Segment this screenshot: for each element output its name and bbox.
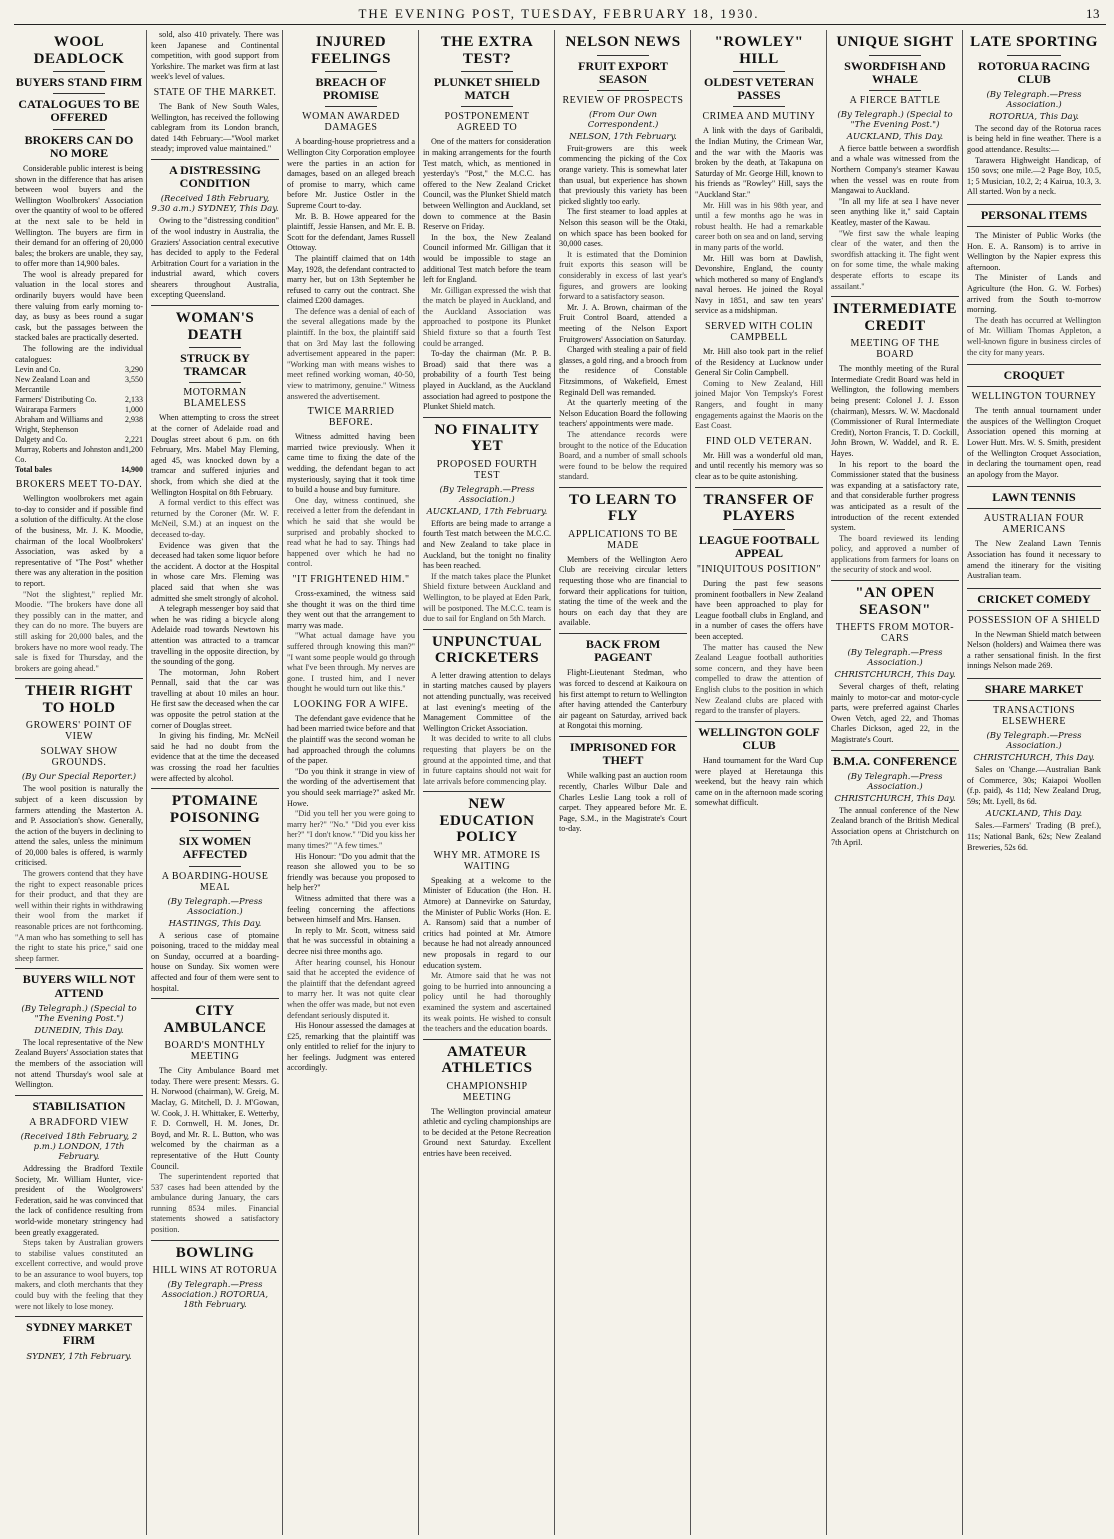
rule <box>423 1039 551 1040</box>
subheadline: GROWERS' POINT OF VIEW <box>25 720 133 743</box>
rule <box>733 106 784 107</box>
headline: LATE SPORTING <box>970 34 1098 50</box>
column-separator <box>554 30 555 1535</box>
article-paragraph: In the box, the New Zealand Council informed Mr. Gilligan that it would be impossible to stage an additional Test match before the team left for England. <box>423 232 551 285</box>
article-paragraph: The board reviewed its lending policy, and approved a number of applications from farmers for loans on the security of stock and wool. <box>831 533 959 575</box>
column-6 <box>692 30 826 1535</box>
article-paragraph: A formal verdict to this effect was returned by the Coroner (Mr. W. F. McNeil, S.M.) at an inquest on the deceased to-day. <box>151 498 279 539</box>
article-paragraph: To-day the chairman (Mr. P. B. Broad) said that there was a probability of a fourth Test being played in Auckland, as the Auckland association had agreed to postpone the Plunket Shield match. <box>423 349 551 412</box>
article-paragraph: The Bank of New South Wales, Wellington, has received the following cablegram from its London branch, dated 14th February:—"Wool market steady; improved value maintained." <box>151 101 279 154</box>
subheadline: POSSESSION OF A SHIELD <box>968 614 1100 626</box>
rule <box>597 55 648 56</box>
table-row-total: Total bales 14,900 <box>15 465 143 475</box>
dateline: HASTINGS, This Day. <box>168 918 262 929</box>
article-paragraph: The wool is already prepared for valuation in the local stores and ordinarily buyers would have been there valuing from early morning to-day, as busy as bees round a sugar cask, but the passages between the stacked bales are practically deserted. <box>15 269 143 343</box>
dateline: (By Telegraph.—Press Association.) ROTORUA, 18th February. <box>161 1280 269 1311</box>
article-paragraph: When attempting to cross the street at the corner of Adelaide road and Douglas street about 6 p.m. on 6th February, Mrs. Mabel May Fleming, aged 45, was knocked down by a tramcar and suffered injuries and shock, from which she died at the Wellington Hospital on 8th February. <box>151 413 279 497</box>
column-separator <box>282 30 283 1535</box>
column-8 <box>964 30 1104 1535</box>
subheadline: HILL WINS AT ROTORUA <box>152 1265 278 1277</box>
section-heading: STATE OF THE MARKET. <box>153 86 277 98</box>
article-paragraph: The Minister of Public Works (the Hon. E. A. Ransom) is to arrive in Wellington by the Napier express this afternoon. <box>967 231 1101 272</box>
section-heading: LOOKING FOR A WIFE. <box>293 698 409 710</box>
article-paragraph: The death has occurred at Wellington of Mr. William Thomas Appleton, a well-known figure in business circles of the city for many years. <box>967 315 1101 357</box>
column-separator <box>826 30 827 1535</box>
headline: "ROWLEY" HILL <box>714 34 804 67</box>
article-paragraph: Several charges of theft, relating mainly to motor-car and motor-cycle parts, were preferred against Charles Owen Vetch, aged 22, and Thomas Charles Dickson, aged 22, in the Magistrate's Court. <box>831 682 959 745</box>
rule <box>15 1316 143 1317</box>
article-paragraph: One of the matters for consideration in making arrangements for the fourth Test match, which, as mentioned in yesterday's "Post," the M.C.C. has offered to the New Zealand Cricket Council, was the Plunket Shield match between Wellington and Auckland, set down to commence at the Basin Reserve on Friday. <box>423 137 551 232</box>
subheadline: STRUCK BY TRAMCAR <box>180 351 250 379</box>
subheadline: LEAGUE FOOTBALL APPEAL <box>698 532 820 560</box>
headline: INTERMEDIATE CREDIT <box>832 301 958 334</box>
article-paragraph: One day, witness continued, she received a letter from the defendant in which he said that she would be surprised and probably shocked to read what he had to say. Things had happened over which he had no control. <box>287 495 415 569</box>
headline: "AN OPEN SEASON" <box>855 585 935 618</box>
article-paragraph: The following are the individual catalogues: <box>15 344 143 364</box>
headline: THE EXTRA TEST? <box>440 34 534 67</box>
byline: (By Telegraph.—Press Association.) <box>847 771 943 792</box>
dateline: CHRISTCHURCH, This Day. <box>834 670 956 681</box>
column-1 <box>12 30 146 1535</box>
section-heading: SERVED WITH COLIN CAMPBELL <box>704 321 814 344</box>
article-paragraph: Evidence was given that the deceased had taken some liquor before the accident. A doctor at the Hospital in whose care Mrs. Fleming was placed said that when she was admitted she smelt strongly of alcohol. <box>151 540 279 603</box>
table-row: Murray, Roberts and Johnston and Co. 1,200 <box>15 445 143 465</box>
rule <box>1007 55 1061 56</box>
article-paragraph: The superintendent reported that 537 cases had been attended by the ambulance during January, the cars running 8534 miles. Financial statements showed a satisfactory position. <box>151 1172 279 1235</box>
headline: TO LEARN TO FLY <box>568 491 678 525</box>
article-paragraph: "In all my life at sea I have never seen anything like it," said Captain Keatley, master of the Kawau. <box>831 196 959 228</box>
subheadline: FRUIT EXPORT SEASON <box>578 58 668 86</box>
byline: (By Telegraph.—Press Association.) <box>986 731 1082 752</box>
article-paragraph: In his report to the board the Commissioner stated that the business was expanding at a satisfactory rate, and that considerable further progress was anticipated as a result of the introduction of the recent extended system. <box>831 459 959 533</box>
subheadline: OLDEST VETERAN PASSES <box>704 75 814 103</box>
section-heading: "IT FRIGHTENED HIM." <box>292 573 410 585</box>
rule <box>53 129 104 130</box>
column-separator <box>690 30 691 1535</box>
rule <box>15 968 143 969</box>
subheadline: A BOARDING-HOUSE MEAL <box>161 870 269 893</box>
rule <box>831 750 959 751</box>
dateline: (Received 18th February, 9.30 a.m.) SYDNEY, This Day. <box>151 194 279 215</box>
rule <box>151 159 279 160</box>
article-paragraph: Hand tournament for the Ward Cup were played at Heretaunga this weekend, but the heavy rain which came on in the afternoon made scoring somewhat difficult. <box>695 756 823 808</box>
dateline: SYDNEY, 17th February. <box>26 1351 132 1362</box>
article-paragraph: His Honour assessed the damages at £25, remarking that the plaintiff was only entitled to relief for the injury to her feelings. Judgment was entered accordingly. <box>287 1021 415 1073</box>
article-paragraph: Mr. Hill was born at Dawlish, Devonshire, England, the county which mothered so many of England's naval heroes. He joined the Royal Navy in 1851, and saw ten years' service as a midshipman. <box>695 253 823 316</box>
dateline: ROTORUA, This Day. <box>988 111 1080 122</box>
section-box-heading: PERSONAL ITEMS <box>967 204 1101 227</box>
subheadline: "INIQUITOUS POSITION" <box>696 563 822 575</box>
column-separator <box>418 30 419 1535</box>
article-paragraph: Mr. Hill was a wonderful old man, and until recently his memory was so clear as to be quite astonishing. <box>695 450 823 481</box>
article-paragraph: The defence was a denial of each of the several allegations made by the plaintiff. In the box, the plaintiff said that on 3rd May last the following advertisement appeared in the paper: "Working man with means wishes to meet refined working woman, 40-50, view to matrimony, genuine." Witness answered the advertisement. <box>287 306 415 401</box>
subheadline: WELLINGTON TOURNEY <box>971 391 1097 403</box>
article-paragraph: Mr. Gilligan expressed the wish that the match be played in Auckland, and the Auckland Association was approached to postpone its Plunket Shield fixture so that a fourth Test could be arranged. <box>423 285 551 348</box>
section-box-heading: CROQUET <box>967 364 1101 387</box>
headline: TRANSFER OF PLAYERS <box>703 491 815 525</box>
subheadline: APPLICATIONS TO BE MADE <box>568 528 678 551</box>
column-4 <box>420 30 554 1535</box>
article-paragraph: The growers contend that they have the right to expect reasonable prices for their product, and that they are well within their rights in withdrawing their wool from the market if reasonable prices are not forthcoming. "A man who has something to sell has the right to state his price," said one sheep farmer. <box>15 869 143 963</box>
byline: (From Our Own Correspondent.) <box>587 109 659 130</box>
column-5 <box>556 30 690 1535</box>
byline: (By Telegraph.—Press Association.) <box>986 89 1082 110</box>
table-row: Farmers' Distributing Co. 2,133 <box>15 395 143 405</box>
rule <box>597 90 648 91</box>
dateline: AUCKLAND, This Day. <box>985 809 1083 820</box>
rule <box>695 721 823 722</box>
article-paragraph: Owing to the "distressing condition" of the wool industry in Australia, the Graziers' Association central executive has decided to apply to the Federal Arbitration Court for a variation in the industrial award, which covers shearers throughout Australia, excepting Queensland. <box>151 216 279 300</box>
headline: WOMAN'S DEATH <box>175 310 255 343</box>
article-paragraph: A letter drawing attention to delays in starting matches caused by players not attending punctually, was received at last evening's meeting of the Management Committee of the Wellington Cricket Association. <box>423 670 551 733</box>
subheadline: TRANSACTIONS ELSEWHERE <box>992 705 1076 728</box>
subheadline: A FIERCE BATTLE <box>849 94 941 106</box>
subheadline: A BRADFORD VIEW <box>29 1116 129 1128</box>
masthead-rule <box>14 24 1106 25</box>
rule <box>189 830 240 831</box>
headline: NELSON NEWS <box>565 34 681 50</box>
rule <box>559 736 687 737</box>
subheadline: SWORDFISH AND WHALE <box>844 58 946 86</box>
article-paragraph: Witness admitted having been married twice previously. When it came time to fixing the date of the wedding, the defendant began to act mysteriously, saying that it took time to build a house and buy furniture. <box>287 432 415 495</box>
section-heading: FIND OLD VETERAN. <box>705 435 813 447</box>
article-paragraph: The Minister of Lands and Agriculture (the Hon. G. W. Forbes) arrived from the South to-morrow morning. <box>967 273 1101 315</box>
subheadline: MOTORMAN BLAMELESS <box>183 387 247 410</box>
rule <box>733 71 784 72</box>
article-paragraph: Flight-Lieutenant Stedman, who was forced to descend at Kaikoura on his first attempt to return to Wellington after having attended the Canterbury air pageant on Saturday, arrived back at Rongotai this morning. <box>559 668 687 731</box>
rule <box>189 347 240 348</box>
dateline: CHRISTCHURCH, This Day. <box>834 793 956 804</box>
rule <box>831 296 959 297</box>
article-paragraph: In giving his finding, Mr. McNeil said he had no doubt from the evidence that at the time the deceased was crossing the road her faculties were affected by alcohol. <box>151 731 279 783</box>
article-paragraph: Mr. Atmore said that he was not going to be hurried into announcing a policy until he had thoroughly examined the system and ascertained its weak points. He wished to consult the teachers and the education boards. <box>423 971 551 1034</box>
rule <box>15 678 143 679</box>
article-paragraph: If the match takes place the Plunket Shield fixture between Auckland and Wellington, to be played at Eden Park, will be postponed. The M.C.C. team is due to sail for England on 5th March. <box>423 571 551 624</box>
article-paragraph: During the past few seasons prominent footballers in New Zealand have been approached to play for League football clubs in England, and in a number of cases the offers have been accepted. <box>695 578 823 641</box>
article-paragraph: The motorman, John Robert Pennall, said that the car was travelling at about 10 miles an hour. He first saw the deceased when the car was opposite the petrol station at the corner of Douglas street. <box>151 667 279 730</box>
article-paragraph: The local representative of the New Zealand Buyers' Association states that the members of the association will not attend Thursday's wool sale at Wellington. <box>15 1037 143 1090</box>
headline: THEIR RIGHT TO HOLD <box>25 683 133 716</box>
article-paragraph: Sales on 'Change.—Australian Bank of Commerce, 30s; Kaiapoi Woollen (f.p. paid), 4s 11d; New Zealand Drug, 59s; Mt. Lyell, 8s 6d. <box>967 765 1101 806</box>
article-paragraph: Mr. Hill also took part in the relief of the Residency at Lucknow under General Sir Colin Campbell. <box>695 347 823 378</box>
article-paragraph: Wellington woolbrokers met again to-day to consider and if possible find a solution of the difficulty. At the close of the business, Mr. J. K. Moodie, chairman of the local Woolbrokers' Association, was asked by a representative of "The Post" whether there was any alteration in the position to report. <box>15 494 143 588</box>
rule <box>189 866 240 867</box>
article-paragraph: Coming to New Zealand, Hill joined Major Von Tempsky's Forest Rangers, and fought in many engagements against the Maoris on the East Coast. <box>695 378 823 431</box>
subheadline: PLUNKET SHIELD MATCH <box>433 75 541 103</box>
subheadline: CATALOGUES TO BE OFFERED <box>18 97 140 125</box>
rule <box>461 71 512 72</box>
article-paragraph: Speaking at a welcome to the Minister of Education (the Hon. H. Atmore) at Dannevirke on Saturday, the Minister of Public Works (Hon. E. A. Ransom) said that a number of critics had pointed at Mr. Atmore because he had not already announced new proposals in regard to our education system. <box>423 875 551 970</box>
subheadline: WHY MR. ATMORE IS WAITING <box>433 849 541 872</box>
byline: (By Telegraph.—Press Association.) <box>847 648 943 669</box>
section-heading: TWICE MARRIED BEFORE. <box>307 406 395 429</box>
rule <box>325 106 376 107</box>
article-paragraph: In the Newman Shield match between Nelson (holders) and Waimea there was a rather sensational finish. In the first innings Nelson made 269. <box>967 629 1101 671</box>
article-paragraph: Tarawera Highweight Handicap, of 150 sovs; one mile.—2 Page Boy, 10.5, 1; 5 Musician, 10.2, 2; 4 Kairua, 10.3, 3. All started. Won by a neck. <box>967 155 1101 197</box>
subheadline: SIX WOMEN AFFECTED <box>178 834 252 862</box>
rule <box>423 417 551 418</box>
article-paragraph: "Do you think it strange in view of the wording of the advertisement that you should seek marriage?" asked Mr. Howe. <box>287 766 415 808</box>
article-paragraph: The annual conference of the New Zealand branch of the British Medical Association opens at Christchurch on 7th April. <box>831 805 959 847</box>
headline: AMATEUR ATHLETICS <box>441 1043 533 1077</box>
headline: SYDNEY MARKET FIRM <box>26 1320 132 1348</box>
article-paragraph: The City Ambulance Board met today. There were present: Messrs. G. H. Norwood (chairman), W. Greig, M. Maclay, G. Mitchell, D. J. M'Gowan, W. Cook, J. H. Whittaker, E. Wetterby, F. D. Cornwell, H. M. Jones, Dr. Boyd, and Mr. R. L. Button, who was welcomed by the chairman as a representative of the Hutt County Council. <box>151 1066 279 1171</box>
dateline: (Received 18th February, 2 p.m.) LONDON, 17th February. <box>20 1131 138 1162</box>
table-row: Levin and Co. 3,290 <box>15 365 143 375</box>
dateline: DUNEDIN, This Day. <box>34 1025 124 1036</box>
rule <box>869 55 920 56</box>
rule <box>831 580 959 581</box>
article-paragraph: "Did you tell her you were going to marry her?" "No." "Did you ever kiss her?" "I don't know." "Did you kiss her many times?" "A few times." <box>287 809 416 850</box>
dateline: NELSON, 17th February. <box>569 131 677 142</box>
article-paragraph: Witness admitted that there was a feeling concerning the affections between himself and Mrs. Hansen. <box>287 893 415 925</box>
catalogue-table <box>15 365 143 475</box>
subheadline: MEETING OF THE BOARD <box>850 338 940 361</box>
article-paragraph: His Honour: "Do you admit that the reason she allowed you to be so friendly was because you proposed to help her?" <box>287 851 415 893</box>
rule <box>423 629 551 630</box>
table-row: Abraham and Williams and Wright, Stephenson 2,938 <box>15 415 143 435</box>
byline: (By Our Special Reporter.) <box>21 772 137 783</box>
column-3 <box>284 30 418 1535</box>
headline: PTOMAINE POISONING <box>169 793 261 826</box>
byline: (By Telegraph.—Press Association.) <box>439 484 535 505</box>
subheadline: BREACH OF PROMISE <box>315 75 387 103</box>
article-paragraph: Sales.—Farmers' Trading (B pref.), 11s; National Bank, 62s; New Zealand Breweries, 52s 6d. <box>967 821 1101 852</box>
article-paragraph: Mr. J. A. Brown, chairman of the Fruit Control Board, attended a meeting of the Nelson Export Fruitgrowers' Association on Saturday. <box>559 302 687 344</box>
subheadline: AUSTRALIAN FOUR AMERICANS <box>983 513 1085 536</box>
rule <box>695 487 823 488</box>
article-paragraph: Cross-examined, the witness said she thought it was on the third time they went out that the arrangement to marry was made. <box>287 588 415 630</box>
table-row: Wairarapa Farmers 1,000 <box>15 405 143 415</box>
subheadline: THEFTS FROM MOTOR-CARS <box>835 622 955 645</box>
article-paragraph: Mr. B. B. Howe appeared for the plaintiff, Jessie Hansen, and Mr. E. B. Scott for the defendant, James Russell Ottoway. <box>287 211 415 253</box>
byline: (By Telegraph.—Press Association.) <box>167 896 263 917</box>
column-separator <box>962 30 963 1535</box>
rule <box>15 1095 143 1096</box>
headline: BUYERS WILL NOT ATTEND <box>22 972 136 1000</box>
column-separator <box>146 30 147 1535</box>
article-paragraph: After hearing counsel, his Honour said that he accepted the evidence of the plaintiff that the defendant agreed to marry her. It was not quite clear when the offer was made, but not even defendant seriously disputed it. <box>287 957 415 1020</box>
article-paragraph: Efforts are being made to arrange a fourth Test match between the M.C.C. and New Zealand to take place in Auckland, but the tonight no finality has been reached. <box>423 518 551 571</box>
headline: A DISTRESSING CONDITION <box>169 162 261 191</box>
article-paragraph: The monthly meeting of the Rural Intermediate Credit Board was held in Wellington, the following members being present: Colonel J. J. Esson (chairman), Messrs. W. W. Macdonald (Commissioner of Rural Intermediate Credit), Norton Francis, T. D. Cockill, John Brown, W. Waddel, and R. E. Hayes. <box>831 364 959 458</box>
table-row: New Zealand Loan and Mercantile 3,550 <box>15 375 143 395</box>
section-heading: BROKERS MEET TO-DAY. <box>15 479 143 491</box>
rule <box>189 382 240 383</box>
article-paragraph: The Wellington provincial amateur athletic and cycling championships are to be decided at the Petone Recreation Ground next Saturday. Excellent entries have been received. <box>423 1106 551 1159</box>
subheadline: REVIEW OF PROSPECTS <box>562 94 684 106</box>
rule <box>559 487 687 488</box>
subheadline: BROKERS CAN DO NO MORE <box>24 132 134 160</box>
article-paragraph: At the quarterly meeting of the Nelson Education Board the following teachers' appointments were made. <box>559 398 687 429</box>
article-paragraph: A link with the days of Garibaldi, the Indian Mutiny, the Crimean War, and the war with the Maoris was broken by the death, at Takapuna on Saturday of Mr. George Hill, known to his friends as "Rowley" Hill, says the "Auckland Star." <box>695 126 823 199</box>
article-paragraph: The plaintiff claimed that on 14th May, 1928, the defendant contracted to marry her, but on 13th September he refused to carry out the contract. She claimed £200 damages. <box>287 253 415 306</box>
rule <box>53 71 104 72</box>
article-paragraph: In reply to Mr. Scott, witness said that he was successful in obtaining a decree nisi three months ago. <box>287 925 415 956</box>
rule <box>733 529 784 530</box>
rule <box>53 93 104 94</box>
section-box-heading: SHARE MARKET <box>967 678 1101 701</box>
rule <box>559 633 687 634</box>
article-paragraph: The New Zealand Lawn Tennis Association has found it necessary to amend the itinerary for the visiting Australian team. <box>967 539 1101 581</box>
column-7 <box>828 30 962 1535</box>
headline: WOOL DEADLOCK <box>33 34 125 67</box>
article-paragraph: The tenth annual tournament under the auspices of the Wellington Croquet Association opened this morning at Lower Hutt. Mrs. W. S. Smith, president of the Wellington Croquet Association, in declaring the tournament open, read an apology from the Mayor. <box>967 406 1101 479</box>
headline: BACK FROM PAGEANT <box>585 637 661 665</box>
masthead <box>14 6 1104 26</box>
subheadline: ROTORUA RACING CLUB <box>977 58 1091 86</box>
article-paragraph: It is estimated that the Dominion fruit exports this season will be considerably in excess of last year's figures, and growers are looking forward to a satisfactory season. <box>559 249 687 302</box>
subheadline: CHAMPIONSHIP MEETING <box>446 1080 528 1103</box>
byline: (By Telegraph.) (Special to "The Evening Post.") <box>21 1003 137 1024</box>
headline: WELLINGTON GOLF CLUB <box>698 724 820 752</box>
rule <box>151 305 279 306</box>
article-paragraph: A serious case of ptomaine poisoning, traced to the midday meal on Sunday, occurred at a boarding-house on Sunday. Six women were affected and four of them were sent to hospital. <box>151 930 279 993</box>
subheadline: CRIMEA AND MUTINY <box>702 111 816 123</box>
rule <box>151 788 279 789</box>
column-2 <box>148 30 282 1535</box>
article-paragraph: The first steamer to load apples at Nelson this season will be the Otaki, on which space has been booked for 30,000 cases. <box>559 207 687 249</box>
subheadline: SOLWAY SHOW GROUNDS. <box>40 746 118 769</box>
article-paragraph: "Not the slightest," replied Mr. Moodie. "The brokers have done all they possibly can in the matter, and they can do no more. The buyers are still asking for 20,000 bales, and the brokers have no more wool ready. The sale is fixed for Thursday, and the brokers are going ahead." <box>15 589 143 673</box>
article-paragraph: The second day of the Rotorua races is being held in fine weather. There is a good attendance. Results:— <box>967 123 1101 155</box>
article-paragraph: The defendant gave evidence that he had been married twice before and that the plaintiff was the second woman he had approached through the columns of the paper. <box>287 713 415 766</box>
headline: UNPUNCTUAL CRICKETERS <box>432 633 542 667</box>
article-paragraph: It was decided to write to all clubs requesting that players be on the ground at the appointed time, and that in future captains should not wait for late arrivals before commencing play. <box>423 734 551 786</box>
section-box-heading: LAWN TENNIS <box>967 486 1101 509</box>
article-paragraph: The attendance records were brought to the notice of the Education Board, and a number of small schools were found to be below the required standard. <box>559 429 687 482</box>
table-row: Dalgety and Co. 2,221 <box>15 435 143 445</box>
masthead-title: THE EVENING POST, TUESDAY, FEBRUARY 18, 1930. <box>358 6 760 21</box>
article-paragraph: "We first saw the whale leaping clear of the water, and then the swordfish attacking it. The fight went on for some time, the whale making desperate efforts to escape its assailant." <box>831 228 959 291</box>
article-paragraph: While walking past an auction room recently, Charles Wilbur Dale and Charles Leslie Lang took a roll of carpet. They appeared before Mr. E. Page, S.M., in the Magistrate's Court to-day. <box>559 771 687 834</box>
subheadline: BOARD'S MONTHLY MEETING <box>164 1040 266 1063</box>
dateline: AUCKLAND, 17th February. <box>426 506 548 517</box>
article-paragraph: Fruit-growers are this week commencing the picking of the Cox orange variety. This is somewhat later than usual, but experience has shown that previously this variety has been picked slightly too early. <box>559 143 687 206</box>
headline: BOWLING <box>175 1244 255 1261</box>
article-paragraph: Considerable public interest is being shown in the difference that has arisen between wool buyers and the Wellington Woolbrokers' Association over the quantity of wool to be offered at the next sale to be held in Wellington. The buyers are firm in their demand for an offering of 20,000 bales; the brokers are unable, they say, to offer more than 14,900 bales. <box>15 163 143 269</box>
page-number: 13 <box>1086 6 1100 21</box>
article-paragraph: Mr. Hill was in his 98th year, and until a few months ago he was in robust health. He had a remarkable career both on sea and on land, serving in many parts of the world. <box>695 200 823 252</box>
subheadline: BUYERS STAND FIRM <box>15 75 143 89</box>
headline: INJURED FEELINGS <box>311 34 391 67</box>
headline: NEW EDUCATION POLICY <box>439 796 535 846</box>
headline: NO FINALITY YET <box>434 421 540 455</box>
article-paragraph: Addressing the Bradford Textile Society, Mr. William Hunter, vice-president of the Woolgrowers' Federation, said he was convinced that the lack of confidence resulting from world-wide monetary stringency had been greatly exaggerated. <box>15 1163 143 1237</box>
article-paragraph: The matter has caused the New Zealand League football authorities some concern, and they have been compelled to draw the attention of English clubs to the position in which New Zealand clubs are placed with regard to the transfer of players. <box>695 642 823 716</box>
rule <box>325 71 376 72</box>
subheadline: WOMAN AWARDED DAMAGES <box>302 111 400 134</box>
article-paragraph: Members of the Wellington Aero Club are receiving circular letters requesting those who are financial to forward their applications for tuition, stating the time of the week and the hours on each day that they are available. <box>559 554 687 628</box>
article-paragraph: sold, also 410 privately. There was keen Japanese and Continental competition, with good support from Yorkshire. The market was firm at last week's level of values. <box>151 30 279 82</box>
article-paragraph: Charged with stealing a pair of field glasses, a gold ring, and a brooch from the residence of Constable Fitzsimmons, of Wakefield, Ernest Reginald Dell was remanded. <box>559 345 687 397</box>
section-box-heading: CRICKET COMEDY <box>967 588 1101 611</box>
headline: B.M.A. CONFERENCE <box>832 753 957 768</box>
headline: STABILISATION <box>32 1098 126 1113</box>
article-paragraph: A fierce battle between a swordfish and a whale was witnessed from the Northern Company's steamer Kawau when the vessel was en route from Mangawai to Auckland. <box>831 143 959 196</box>
subheadline: POSTPONEMENT AGREED TO <box>444 111 530 134</box>
article-paragraph: "What actual damage have you suffered through knowing this man?" "I want some people would go through what I've been through. My nerves are gone. I trusted him, and I never thought he would turn out like this." <box>287 631 415 694</box>
headline: CITY AMBULANCE <box>163 1003 267 1036</box>
subheadline: PROPOSED FOURTH TEST <box>436 458 538 481</box>
article-paragraph: A boarding-house proprietress and a Wellington City Corporation employee were the parties in an action for damages, based on an alleged breach of promise to marry, which came before Mr. Justice Ostler in the Supreme Court to-day. <box>287 137 415 210</box>
rule <box>151 998 279 999</box>
article-paragraph: A telegraph messenger boy said that when he was riding a bicycle along Adelaide road towards Newtown his attention was attracted to a tramcar travelling in the opposite direction, by the sounding of the gong. <box>151 604 279 667</box>
article-paragraph: Steps taken by Australian growers to stabilise values constituted an excellent corrective, and would prove to be an assurance to wool buyers, top makers, and cloth merchants that they could buy with the feeling that they were not likely to lose money. <box>15 1238 143 1311</box>
article-paragraph: The wool position is naturally the subject of a keen discussion by farmers attending the Masterton A. and P. Association's show. Generally, the action of the buyers in declining to attend the sales, unless the minimum of 20,000 bales is offered, is warmly criticised. <box>15 784 143 868</box>
rule <box>869 90 920 91</box>
rule <box>423 791 551 792</box>
headline: UNIQUE SIGHT <box>836 34 954 50</box>
rule <box>151 1240 279 1241</box>
rule <box>461 106 512 107</box>
dateline: CHRISTCHURCH, This Day. <box>973 753 1095 764</box>
dateline: AUCKLAND, This Day. <box>846 131 944 142</box>
byline: (By Telegraph.) (Special to "The Evening Post.") <box>837 109 953 130</box>
headline: IMPRISONED FOR THEFT <box>569 739 677 768</box>
